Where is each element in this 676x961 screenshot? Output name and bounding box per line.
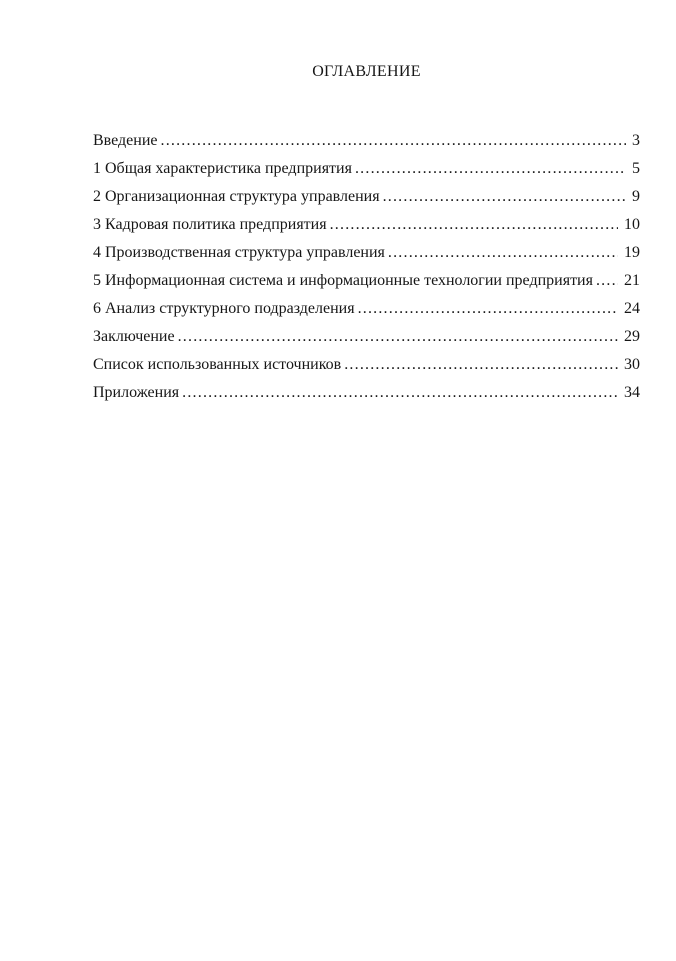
toc-entry-leader <box>178 323 618 351</box>
toc-entry-page: 19 <box>624 244 640 261</box>
toc-entry-page: 10 <box>624 216 640 233</box>
toc-entry-page: 21 <box>624 272 640 289</box>
toc-entry-page: 3 <box>632 132 640 149</box>
toc-entry-leader <box>355 155 626 183</box>
toc-entry-page: 29 <box>624 328 640 345</box>
toc-entry-label[interactable]: Приложения <box>93 384 180 401</box>
toc-entry[interactable] <box>93 379 640 407</box>
toc-entry-label[interactable]: 5 Информационная система и информационные технологии предприятия <box>93 272 593 289</box>
toc-entry-label[interactable]: 4 Производственная структура управления <box>93 244 385 261</box>
toc-entry-page: 34 <box>624 384 640 401</box>
toc-list <box>93 127 640 407</box>
toc-entry-page: 9 <box>632 188 640 205</box>
toc-entry[interactable] <box>93 351 640 379</box>
toc-entry[interactable] <box>93 295 640 323</box>
toc-entry-leader <box>161 127 627 155</box>
toc-entry-page: 30 <box>624 356 640 373</box>
toc-entry-page: 5 <box>632 160 640 177</box>
toc-entry-label[interactable]: 6 Анализ структурного подразделения <box>93 300 355 317</box>
toc-entry-leader <box>383 183 626 211</box>
toc-entry-leader <box>344 351 618 379</box>
toc-entry-label[interactable]: 1 Общая характеристика предприятия <box>93 160 352 177</box>
toc-entry-label[interactable]: Заключение <box>93 328 175 345</box>
toc-entry[interactable] <box>93 267 640 295</box>
toc-entry-label[interactable]: Список использованных источников <box>93 356 342 373</box>
toc-entry[interactable] <box>93 323 640 351</box>
toc-entry[interactable] <box>93 211 640 239</box>
toc-entry-label[interactable]: Введение <box>93 132 158 149</box>
toc-entry[interactable] <box>93 183 640 211</box>
toc-entry[interactable] <box>93 127 640 155</box>
page-title: ОГЛАВЛЕНИЕ <box>312 63 421 80</box>
toc-entry-leader <box>358 295 618 323</box>
toc-entry-label[interactable]: 2 Организационная структура управления <box>93 188 380 205</box>
toc-entry-leader <box>182 379 618 407</box>
toc-entry-leader <box>596 267 618 295</box>
toc-entry[interactable] <box>93 239 640 267</box>
toc-entry-leader <box>388 239 618 267</box>
toc-entry-label[interactable]: 3 Кадровая политика предприятия <box>93 216 327 233</box>
toc-entry-page: 24 <box>624 300 640 317</box>
toc-entry[interactable] <box>93 155 640 183</box>
toc-entry-leader <box>330 211 618 239</box>
